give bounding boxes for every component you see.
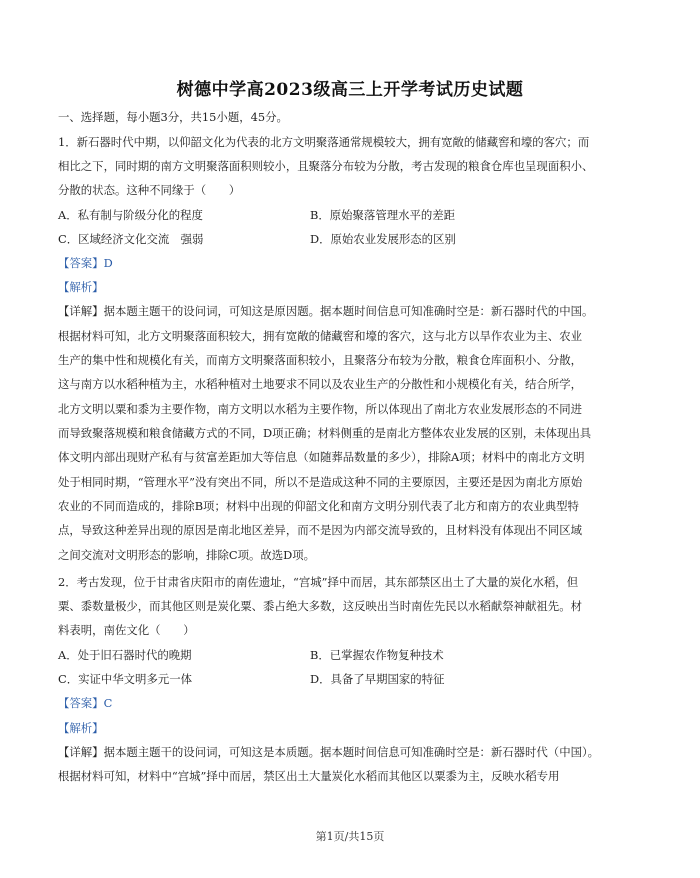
q1-stem-line: 相比之下，同时期的南方文明聚落面积则较小，且聚落分布较为分散，考古发现的粮食仓库也呈现面积小、 bbox=[58, 159, 594, 173]
q2-detail-line: 【详解】据本题主题干的设问词，可知这是本质题。据本题时间信息可知准确时空是：新石器时代（中国）。 bbox=[58, 745, 600, 759]
q1-detail-line: 根据材料可知，北方文明聚落面积较大，拥有宽敞的储藏窖和壕的客穴，这与北方以旱作农业为主、农业 bbox=[58, 329, 582, 343]
q2-stem-line: 料表明，南佐文化（ ） bbox=[58, 623, 195, 637]
page-number-footer: 第1页/共15页 bbox=[315, 830, 385, 843]
q1-detail-line: 农业的不同而造成的，排除B项；材料中出现的仰韶文化和南方文明分别代表了北方和南方的农业典型特 bbox=[58, 499, 579, 513]
q1-option-d: D．原始农业发展形态的区别 bbox=[310, 232, 456, 246]
q2-option-b: B．已掌握农作物复种技术 bbox=[310, 648, 444, 662]
q1-analysis-label: 【解析】 bbox=[58, 280, 104, 294]
q1-detail-line: 【详解】据本题主题干的设问词，可知这是原因题。据本题时间信息可知准确时空是：新石器时代的中国。 bbox=[58, 304, 594, 318]
q2-option-d: D．具备了早期国家的特征 bbox=[310, 672, 445, 686]
q1-detail-line: 生产的集中性和规模化有关，而南方文明聚落面积较小，且聚落分布较为分散，粮食仓库面积小、分散， bbox=[58, 353, 582, 367]
q2-stem-line: 粟、黍数量极少，而其他区则是炭化粟、黍占绝大多数，这反映出当时南佐先民以水稻献祭神献祖先。材 bbox=[58, 599, 582, 613]
q1-option-a: A．私有制与阶级分化的程度 bbox=[58, 208, 203, 222]
q1-option-b: B．原始聚落管理水平的差距 bbox=[310, 208, 456, 222]
q1-stem-line: 1．新石器时代中期，以仰韶文化为代表的北方文明聚落通常规模较大，拥有宽敞的储藏窖和壕的客穴；而 bbox=[58, 135, 590, 149]
page-title: 树德中学高2023级高三上开学考试历史试题 bbox=[176, 80, 524, 100]
q1-detail-line: 北方文明以粟和黍为主要作物，南方文明以水稻为主要作物，所以体现出了南北方农业发展形态的不同进 bbox=[58, 402, 582, 416]
q2-answer: 【答案】C bbox=[58, 696, 113, 710]
q2-stem-line: 2．考古发现，位于甘肃省庆阳市的南佐遗址，“宫城”择中而居，其东部禁区出土了大量的炭化水稻，但 bbox=[58, 575, 579, 589]
q2-analysis-label: 【解析】 bbox=[58, 721, 104, 735]
q1-detail-line: 处于相同时期，“管理水平”没有突出不同，所以不是造成这种不同的主要原因，主要还是因为南北方原始 bbox=[58, 475, 583, 489]
q1-detail-line: 而导致聚落规模和粮食储藏方式的不同，D项正确；材料侧重的是南北方整体农业发展的区别，未体现出具 bbox=[58, 426, 592, 440]
q1-stem-line: 分散的状态。这种不同缘于（ ） bbox=[58, 183, 241, 197]
q2-option-a: A．处于旧石器时代的晚期 bbox=[58, 648, 192, 662]
q1-detail-line: 之间交流对文明形态的影响，排除C项。故选D项。 bbox=[58, 548, 316, 562]
q2-detail-line: 根据材料可知，材料中“宫城”择中而居，禁区出土大量炭化水稻而其他区以粟黍为主，反映水稻专用 bbox=[58, 769, 560, 783]
q1-option-c: C．区域经济文化交流 强弱 bbox=[58, 232, 204, 246]
q1-detail-line: 这与南方以水稻种植为主，水稻种植对土地要求不同以及农业生产的分散性和小规模化有关，结合所学， bbox=[58, 377, 582, 391]
q1-detail-line: 点，导致这种差异出现的原因是南北地区差异，而不是因为内部交流导致的，且材料没有体现出不同区域 bbox=[58, 523, 582, 537]
q1-detail-line: 体文明内部出现财产私有与贫富差距加大等信息（如随葬品数量的多少），排除A项；材料中的南北方文明 bbox=[58, 450, 585, 464]
section-heading: 一、选择题，每小题3分，共15小题，45分。 bbox=[58, 110, 288, 124]
q1-answer: 【答案】D bbox=[58, 256, 113, 270]
q2-option-c: C．实证中华文明多元一体 bbox=[58, 672, 193, 686]
